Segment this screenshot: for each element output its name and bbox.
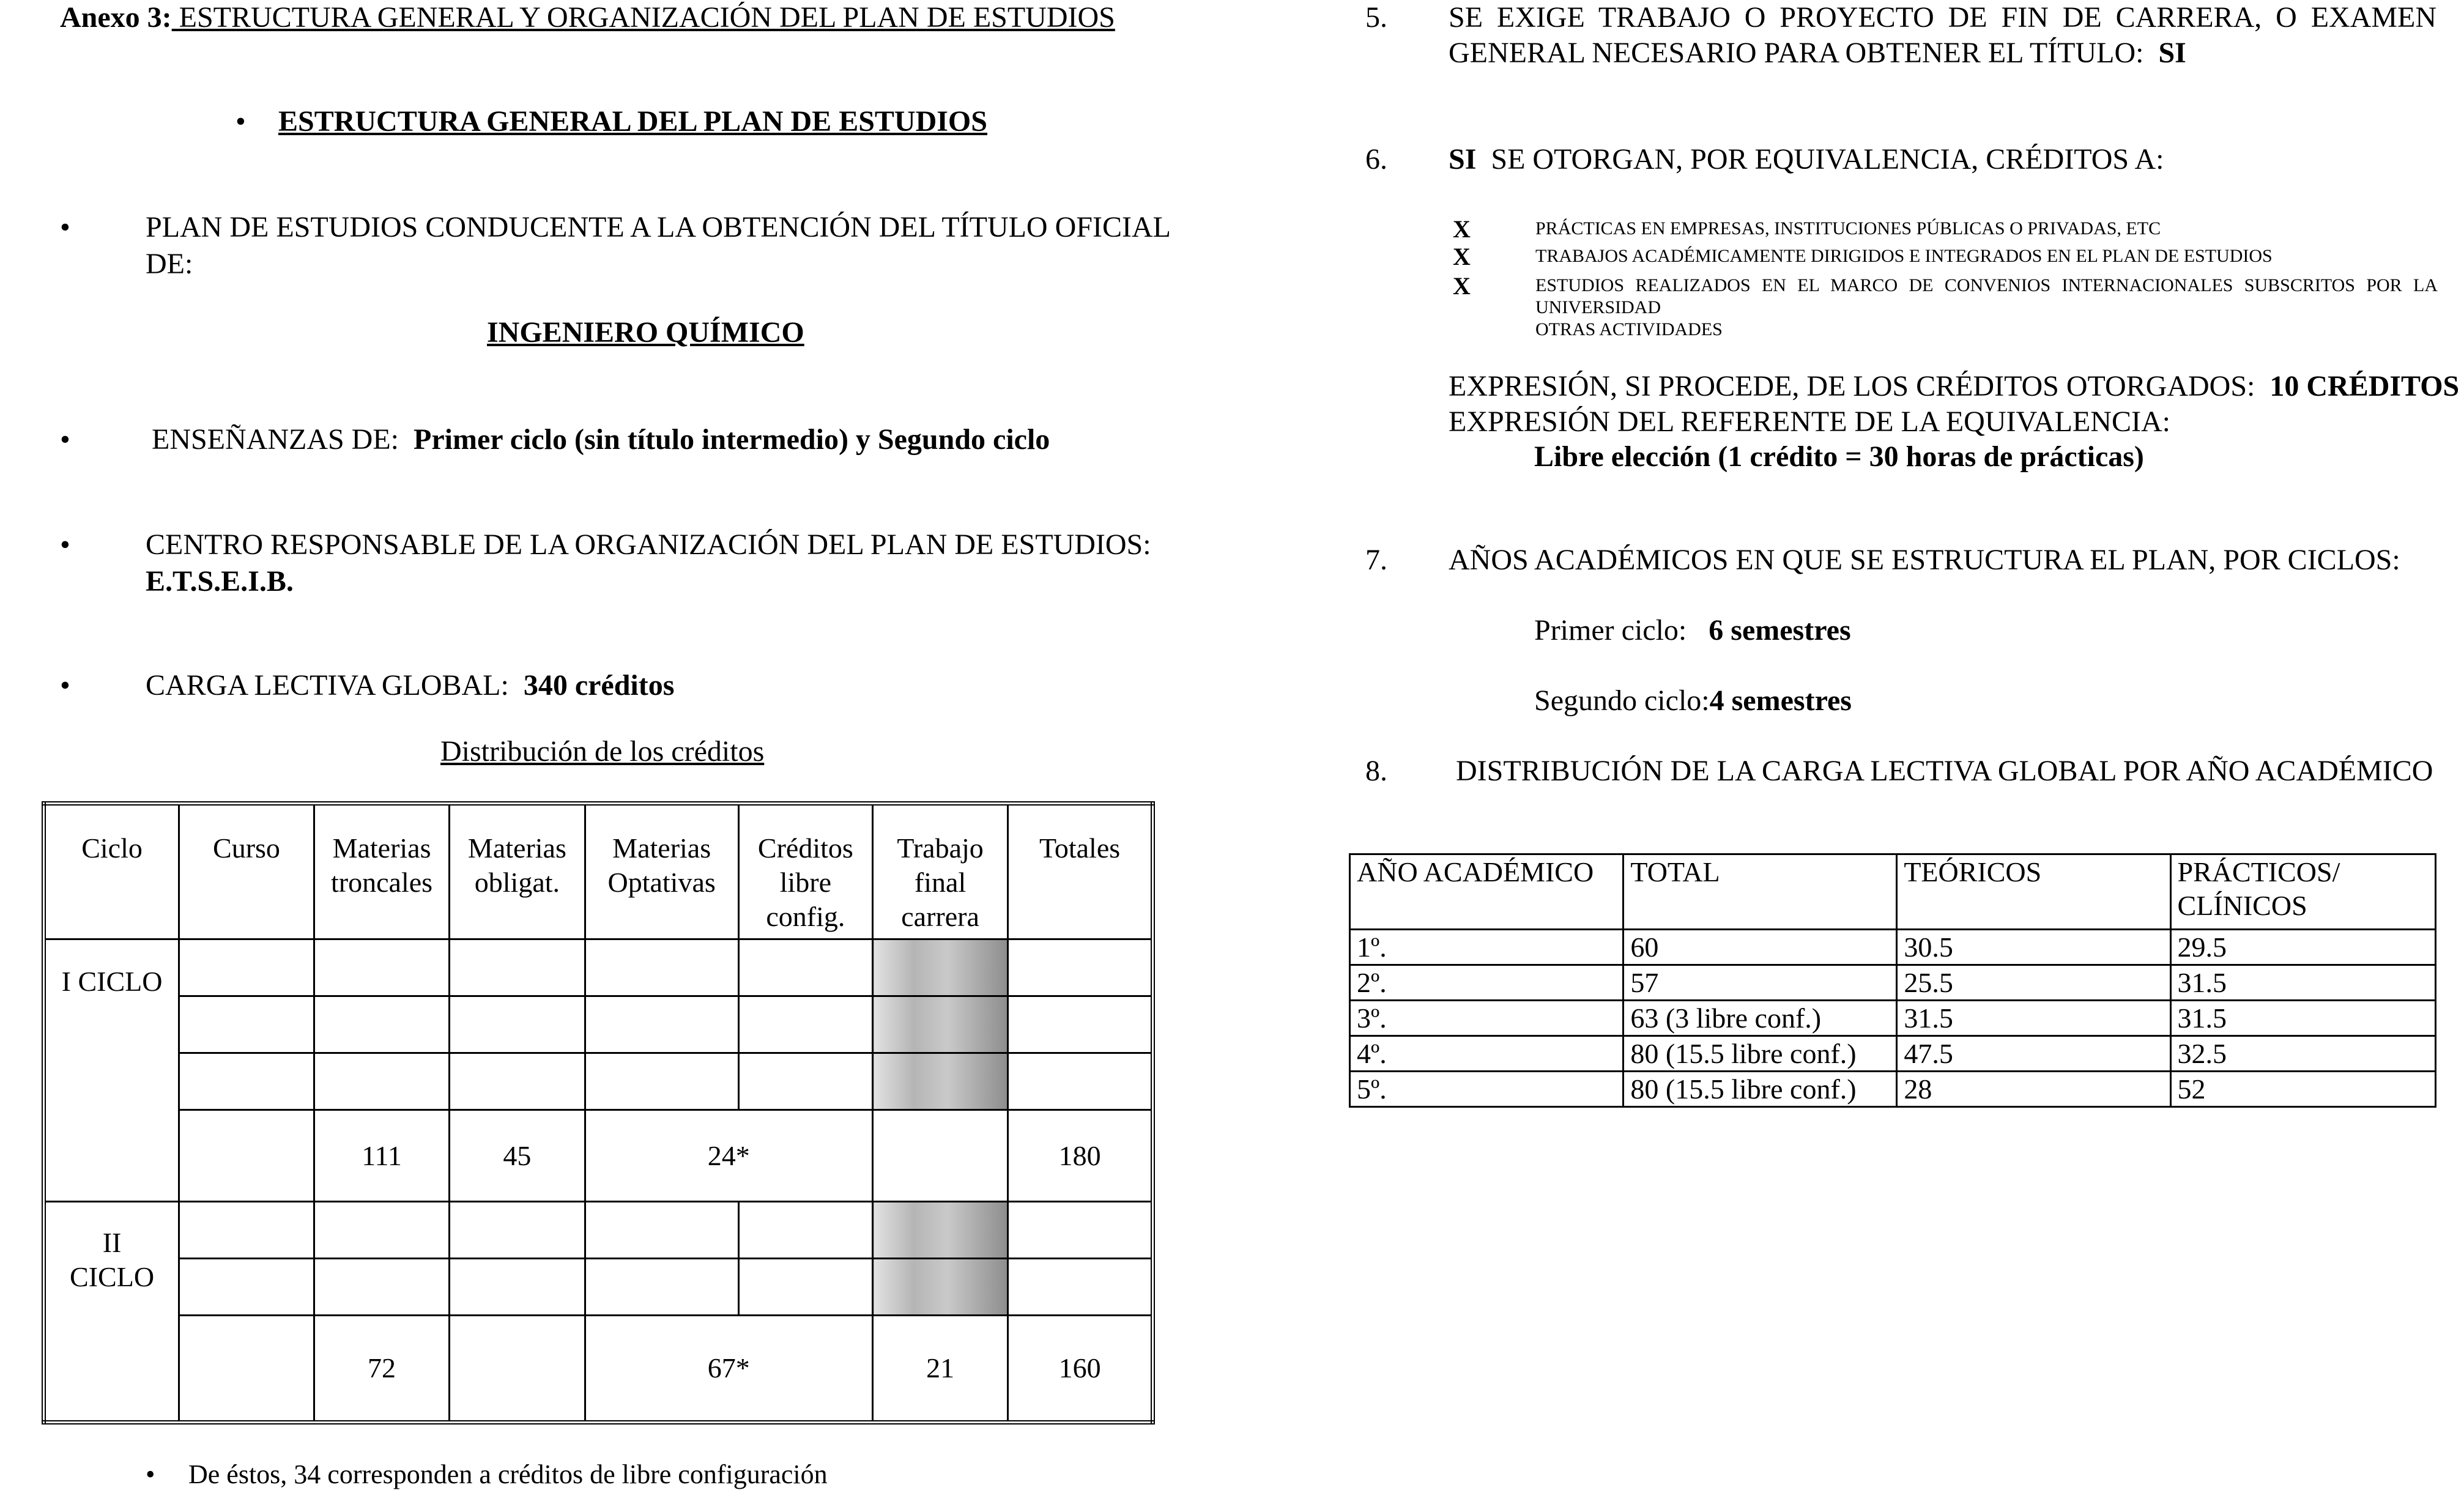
ensenanzas-value: Primer ciclo (sin título intermedio) y Segundo ciclo: [414, 423, 1050, 456]
header-curso: Curso: [179, 804, 314, 939]
equivalence-mark: X: [1453, 215, 1471, 243]
carga-value: 340 créditos: [523, 669, 675, 702]
credits-table: [42, 801, 1155, 1424]
ensenanzas-line: [152, 422, 1050, 457]
centro-value: E.T.S.E.I.B.: [146, 565, 294, 598]
table-row: 1º. 60 30.5 29.5: [1350, 930, 2436, 965]
shaded-cell: [873, 939, 1008, 996]
shaded-cell: [873, 1053, 1008, 1110]
item-8-text: DISTRIBUCIÓN DE LA CARGA LECTIVA GLOBAL POR AÑO ACADÉMICO: [1456, 755, 2433, 787]
bullet: •: [60, 669, 70, 702]
expr-1-line: EXPRESIÓN, SI PROCEDE, DE LOS CRÉDITOS OTORGADOS: 10 CRÉDITOS: [1449, 370, 2460, 402]
segundo-ciclo-value: 4 semestres: [1709, 684, 1852, 717]
header-ciclo: Ciclo: [44, 804, 179, 939]
cycle-2-label: II CICLO: [44, 1202, 179, 1423]
item-5-value: SI: [2158, 37, 2186, 69]
cycle-1-label: I CICLO: [44, 939, 179, 1202]
bullet: •: [60, 423, 70, 456]
table-row: [44, 939, 1153, 996]
header-troncales: Materias troncales: [314, 804, 449, 939]
item-7-number: 7.: [1365, 544, 1387, 576]
bullet: •: [60, 211, 70, 243]
cycle-1-troncales: 111: [314, 1110, 449, 1202]
annex-title-text: ESTRUCTURA GENERAL Y ORGANIZACIÓN DEL PLAN DE ESTUDIOS: [171, 1, 1115, 34]
header-obligat: Materias obligat.: [450, 804, 585, 939]
bullet: •: [146, 1459, 155, 1489]
primer-ciclo-value: 6 semestres: [1709, 614, 1851, 646]
item-5-line-2: GENERAL NECESARIO PARA OBTENER EL TÍTULO: SI: [1449, 37, 2186, 69]
table-row: [44, 1202, 1153, 1259]
table-row: [44, 996, 1153, 1053]
years-header-row: [1350, 854, 2436, 930]
credits-header-row: [44, 804, 1153, 939]
table-row: [44, 1259, 1153, 1316]
shaded-cell: [873, 1202, 1008, 1259]
item-7-text: AÑOS ACADÉMICOS EN QUE SE ESTRUCTURA EL PLAN, POR CICLOS:: [1449, 544, 2400, 576]
header-totales: Totales: [1008, 804, 1153, 939]
annex-label: Anexo 3:: [60, 1, 172, 34]
item-8-number: 8.: [1365, 755, 1387, 787]
plan-line-2: DE:: [146, 248, 193, 280]
bullet: •: [60, 528, 70, 561]
expr-2-value: Libre elección (1 crédito = 30 horas de prácticas): [1534, 440, 2144, 473]
item-5-number: 5.: [1365, 1, 1387, 34]
centro-line: CENTRO RESPONSABLE DE LA ORGANIZACIÓN DEL PLAN DE ESTUDIOS:: [146, 528, 1151, 561]
item-5-line-1: SE EXIGE TRABAJO O PROYECTO DE FIN DE CARRERA, O EXAMEN: [1449, 1, 2436, 34]
header-teoricos: TEÓRICOS: [1897, 854, 2170, 930]
item-6-value: SI: [1449, 143, 1477, 176]
table-row: 5º. 80 (15.5 libre conf.) 28 52: [1350, 1072, 2436, 1107]
annex-title: [60, 0, 1115, 35]
equivalence-item: PRÁCTICAS EN EMPRESAS, INSTITUCIONES PÚBLICAS O PRIVADAS, ETC: [1535, 218, 2161, 239]
bullet: •: [236, 105, 246, 138]
footnote: De éstos, 34 corresponden a créditos de libre configuración: [188, 1459, 828, 1489]
cycle-2-trabajo: 21: [873, 1316, 1008, 1423]
carga-line: [146, 668, 674, 703]
section-heading: ESTRUCTURA GENERAL DEL PLAN DE ESTUDIOS: [278, 105, 987, 138]
header-ano: AÑO ACADÉMICO: [1350, 854, 1623, 930]
header-libre-config: Créditos libre config.: [738, 804, 872, 939]
years-table: [1349, 853, 2436, 1108]
equivalence-item: TRABAJOS ACADÉMICAMENTE DIRIGIDOS E INTEGRADOS EN EL PLAN DE ESTUDIOS: [1535, 246, 2273, 266]
expr-1-value: 10 CRÉDITOS: [2269, 370, 2460, 402]
cycle-1-totals-row: [44, 1110, 1153, 1202]
table-row: 2º. 57 25.5 31.5: [1350, 965, 2436, 1001]
equivalence-item: ESTUDIOS REALIZADOS EN EL MARCO DE CONVENIOS INTERNACIONALES SUBSCRITOS POR LA: [1535, 275, 2438, 295]
shaded-cell: [873, 996, 1008, 1053]
header-optativas: Materias Optativas: [585, 804, 738, 939]
table-row: 4º. 80 (15.5 libre conf.) 47.5 32.5: [1350, 1036, 2436, 1072]
distribution-caption: Distribución de los créditos: [440, 735, 765, 768]
cycle-1-obligat: 45: [450, 1110, 585, 1202]
header-trabajo-final: Trabajo final carrera: [873, 804, 1008, 939]
expr-2-label: EXPRESIÓN DEL REFERENTE DE LA EQUIVALENCIA:: [1449, 406, 2170, 438]
item-6-number: 6.: [1365, 143, 1387, 176]
equivalence-item: OTRAS ACTIVIDADES: [1535, 319, 1723, 339]
item-6-line: SI SE OTORGAN, POR EQUIVALENCIA, CRÉDITOS A:: [1449, 143, 2164, 176]
segundo-ciclo-line: Segundo ciclo:4 semestres: [1534, 684, 1852, 717]
degree-title: INGENIERO QUÍMICO: [487, 316, 804, 349]
equivalence-mark: X: [1453, 272, 1471, 300]
table-row: 3º. 63 (3 libre conf.) 31.5 31.5: [1350, 1001, 2436, 1036]
cycle-2-troncales: 72: [314, 1316, 449, 1423]
shaded-cell: [873, 1259, 1008, 1316]
equivalence-mark: X: [1453, 243, 1471, 270]
table-row: [44, 1053, 1153, 1110]
cycle-2-optativas: 67*: [585, 1316, 872, 1423]
carga-label: CARGA LECTIVA GLOBAL:: [146, 669, 509, 702]
header-practicos: PRÁCTICOS/ CLÍNICOS: [2170, 854, 2435, 930]
equivalence-item-cont: UNIVERSIDAD: [1535, 297, 1661, 317]
cycle-2-totales: 160: [1008, 1316, 1153, 1423]
cycle-2-totals-row: [44, 1316, 1153, 1423]
ensenanzas-label: ENSEÑANZAS DE:: [152, 423, 399, 456]
cycle-1-optativas: 24*: [585, 1110, 872, 1202]
header-total: TOTAL: [1623, 854, 1897, 930]
plan-line-1: PLAN DE ESTUDIOS CONDUCENTE A LA OBTENCIÓN DEL TÍTULO OFICIAL: [146, 211, 1171, 243]
primer-ciclo-line: Primer ciclo: 6 semestres: [1534, 614, 1851, 646]
cycle-1-totales: 180: [1008, 1110, 1153, 1202]
